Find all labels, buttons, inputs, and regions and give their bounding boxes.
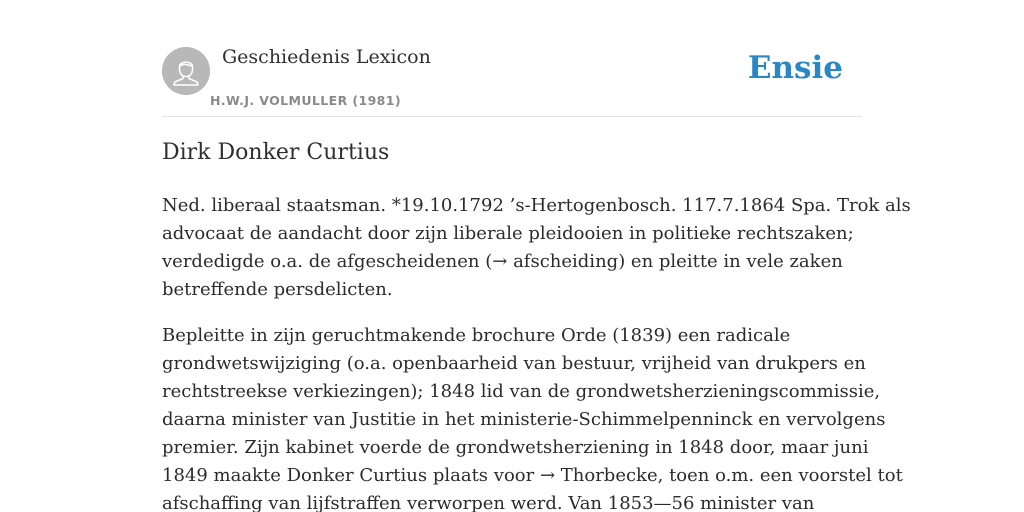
author-byline[interactable]: H.W.J. VOLMULLER (1981)	[210, 93, 401, 108]
text-line: advocaat de aandacht door zijn liberale pleidooien in politieke rechtszaken;	[162, 223, 854, 244]
source-title[interactable]: Geschiedenis Lexicon	[222, 46, 431, 68]
article-title: Dirk Donker Curtius	[162, 140, 390, 165]
text-line: betreffende persdelicten.	[162, 279, 393, 300]
text-line: Ned. liberaal staatsman. *19.10.1792 ’s-Hertogenbosch. 117.7.1864 Spa. Trok als	[162, 195, 911, 216]
text-line: premier. Zijn kabinet voerde de grondwetsherziening in 1848 door, maar juni	[162, 437, 869, 458]
text-line: rechtstreekse verkiezingen); 1848 lid van de grondwetsherzieningscommissie,	[162, 381, 881, 402]
text-line	[162, 248, 862, 276]
user-silhouette-icon[interactable]	[162, 47, 210, 95]
text-line: afschaffing van lijfstraffen verworpen werd. Van 1853—56 minister van	[162, 493, 815, 512]
link-afscheiding[interactable]: → afscheiding	[492, 251, 619, 272]
text-line: grondwetswijziging (o.a. openbaarheid van bestuur, vrijheid van drukpers en	[162, 353, 866, 374]
text-line: daarna minister van Justitie in het ministerie-Schimmelpenninck en vervolgens	[162, 409, 886, 430]
text-segment: , toen o.m. een voorstel tot	[657, 465, 903, 486]
paragraph-1	[162, 192, 911, 304]
link-thorbecke[interactable]: → Thorbecke	[539, 465, 658, 486]
text-line: Bepleitte in zijn geruchtmakende brochure Orde (1839) een radicale	[162, 325, 791, 346]
text-segment: ) en pleitte in vele zaken	[618, 251, 843, 272]
text-segment: verdedigde o.a. de afgescheidenen (	[162, 251, 493, 272]
paragraph-2	[162, 322, 903, 512]
article-body	[162, 192, 911, 512]
brand-logo[interactable]: Ensie	[747, 50, 843, 86]
source-header	[162, 40, 862, 117]
text-line	[162, 462, 903, 490]
text-segment: 1849 maakte Donker Curtius plaats voor	[162, 465, 540, 486]
